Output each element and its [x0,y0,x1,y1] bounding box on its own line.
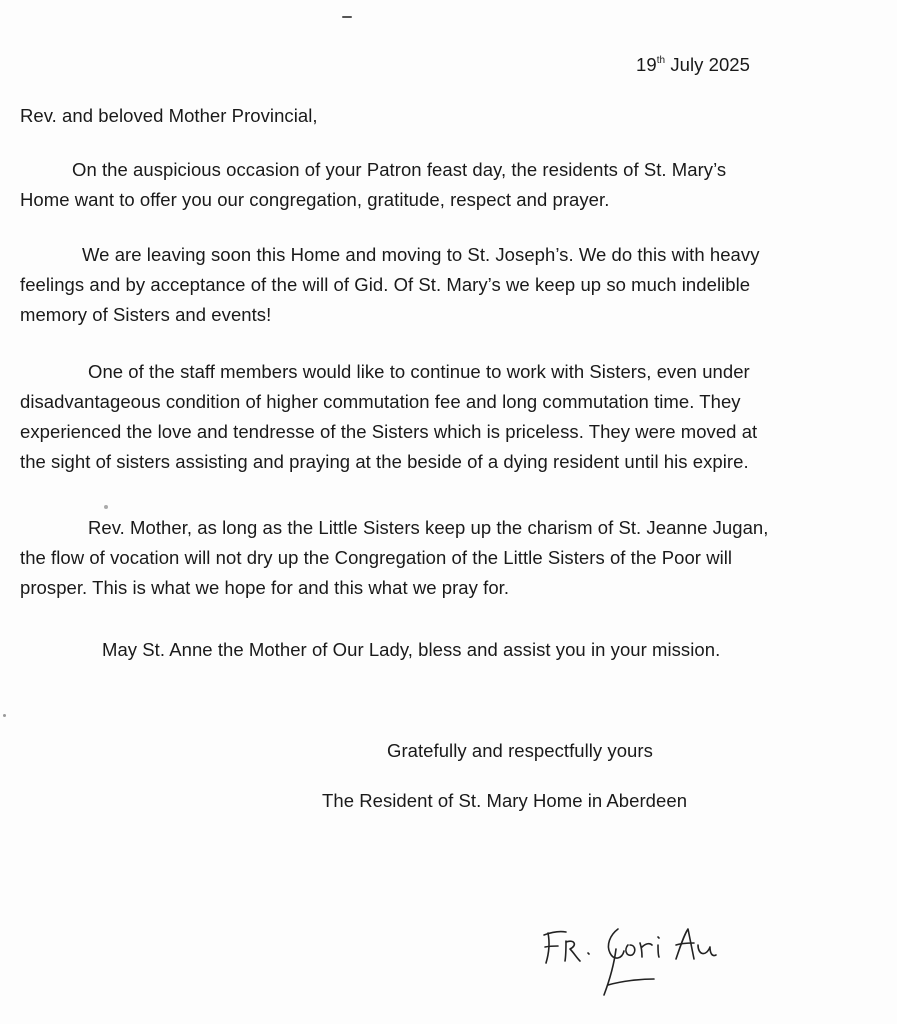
paragraph-line: memory of Sisters and events! [20,304,272,325]
paragraph-line: Home want to offer you our congregation, gratitude, respect and prayer. [20,189,610,210]
handwritten-signature [530,915,730,1015]
paragraph-staff-member [20,357,884,477]
date-suffix: th [656,55,666,66]
paragraph-line: Rev. Mother, as long as the Little Sisters keep up the charism of St. Jeanne Jugan, [88,517,769,538]
paragraph-line: the sight of sisters assisting and praying at the beside of a dying resident until his expire. [20,451,749,472]
paragraph-patron-feast [20,155,884,215]
salutation: Rev. and beloved Mother Provincial, [20,105,318,126]
paragraph-line: May St. Anne the Mother of Our Lady, bless and assist you in your mission. [102,639,721,660]
paragraph-line: prosper. This is what we hope for and this what we pray for. [20,577,510,598]
paper-speck [342,16,352,18]
paragraph-line: experienced the love and tendresse of the Sisters which is priceless. They were moved at [20,421,758,442]
letter-date [636,54,750,76]
paragraph-leaving-home [20,240,884,330]
paper-speck [104,505,108,509]
date-day: 19 [636,54,657,75]
sender: The Resident of St. Mary Home in Aberdeen [322,790,688,811]
paragraph-line: feelings and by acceptance of the will of Gid. Of St. Mary’s we keep up so much indelible [20,274,751,295]
paragraph-line: We are leaving soon this Home and moving to St. Joseph’s. We do this with heavy [82,244,760,265]
paragraph-line: On the auspicious occasion of your Patron feast day, the residents of St. Mary’s [72,159,727,180]
paragraph-line: the flow of vocation will not dry up the Congregation of the Little Sisters of the Poor will [20,547,733,568]
date-month-year: July 2025 [665,54,750,75]
signature-icon [530,915,730,1015]
paper-speck [3,714,6,717]
paragraph-line: disadvantageous condition of higher commutation fee and long commutation time. They [20,391,741,412]
paragraph-charism [20,513,884,603]
paragraph-blessing [102,635,862,665]
closing: Gratefully and respectfully yours [387,740,653,761]
paragraph-line: One of the staff members would like to continue to work with Sisters, even under [88,361,750,382]
